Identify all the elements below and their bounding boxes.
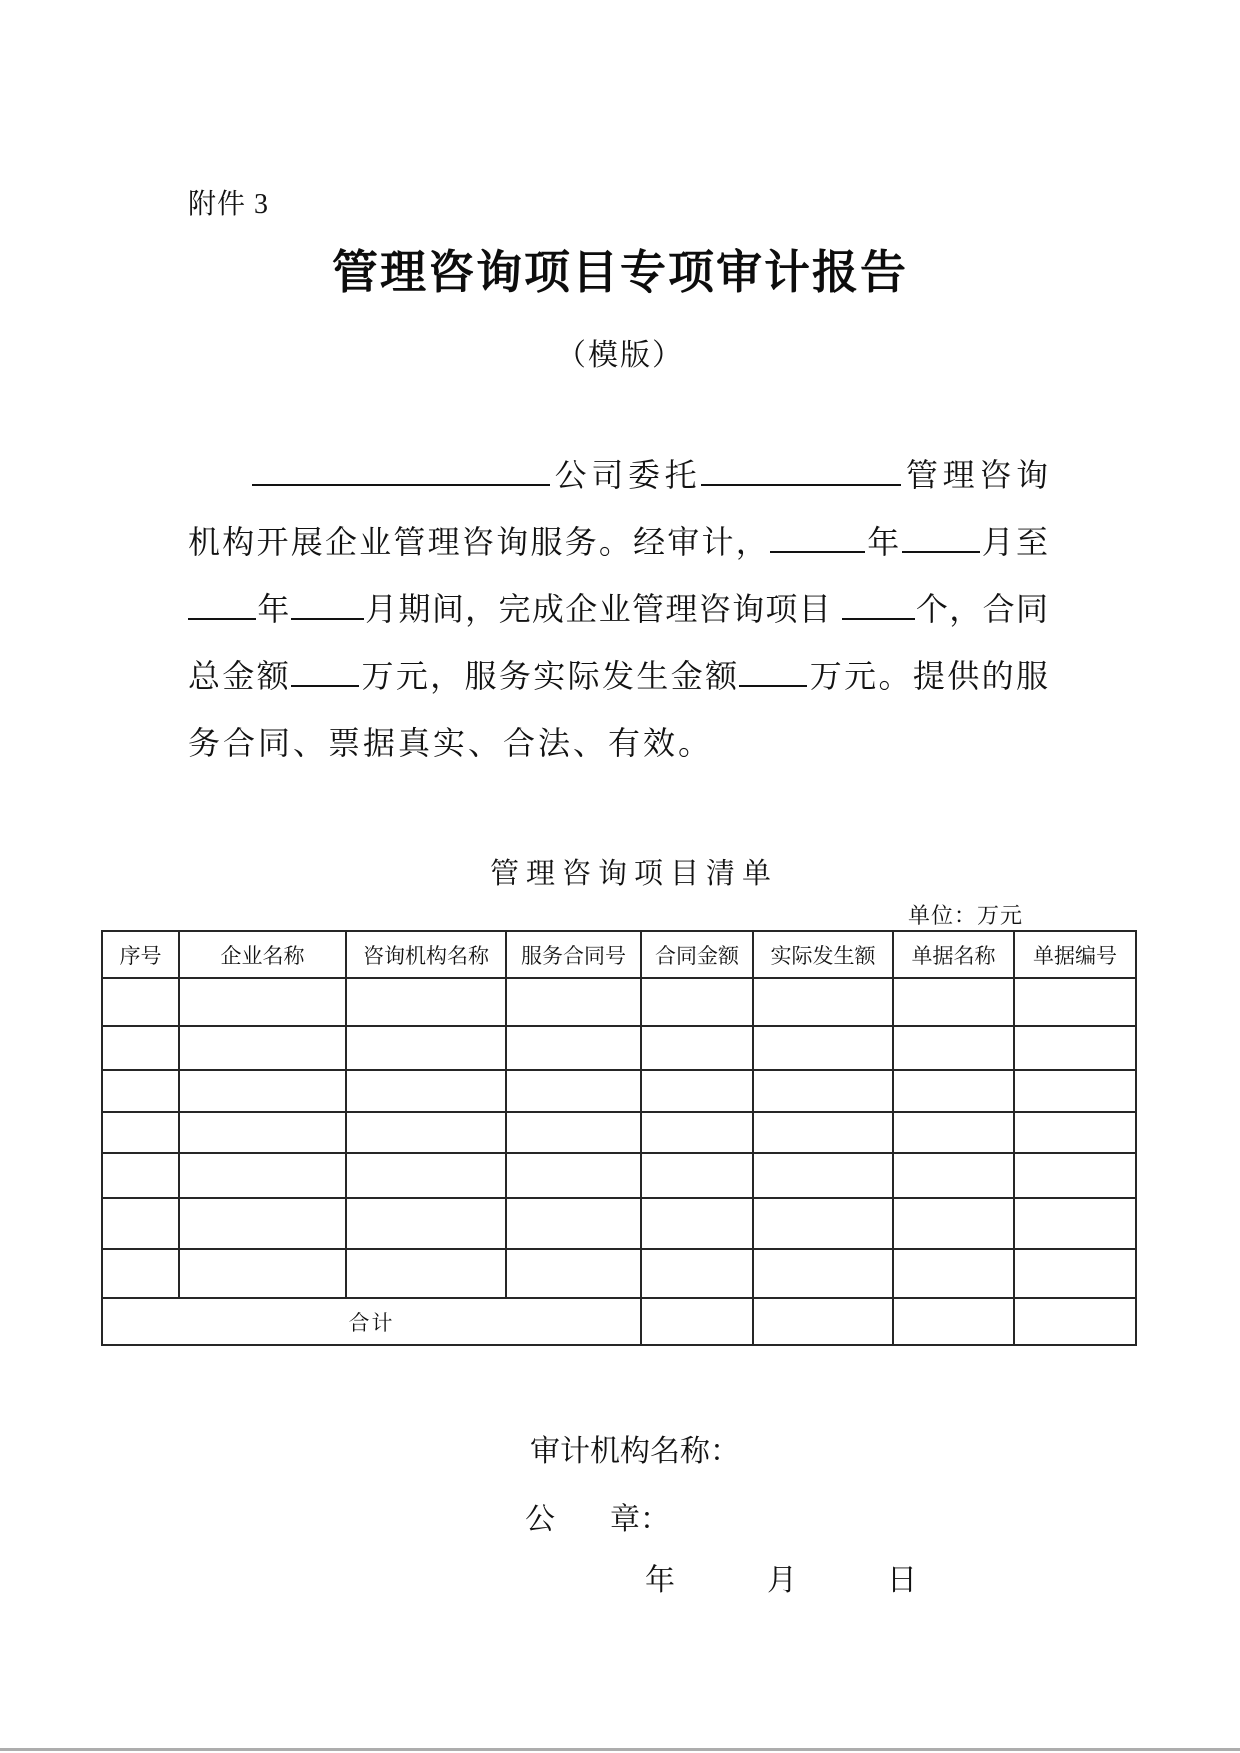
table-cell <box>1014 978 1136 1026</box>
table-cell <box>893 1249 1014 1298</box>
blank-underline <box>770 519 865 553</box>
table-cell <box>641 978 753 1026</box>
table-cell <box>346 1198 506 1249</box>
table-cell <box>179 1249 346 1298</box>
table-cell <box>346 1026 506 1070</box>
table-cell <box>753 1298 893 1345</box>
table-cell <box>893 1298 1014 1345</box>
paragraph-line: 总金额 万元，服务实际发生金额 万元。提供的服 <box>188 643 1048 710</box>
table-cell <box>893 1026 1014 1070</box>
blank-underline <box>842 586 915 620</box>
table-header-cell: 咨询机构名称 <box>346 931 506 978</box>
unit-note: 单位：万元 <box>908 903 1024 928</box>
table-header-row <box>102 931 1136 978</box>
table-cell <box>753 1112 893 1153</box>
projects-table <box>101 930 1137 1346</box>
table-row <box>102 1070 1136 1112</box>
table-cell <box>1014 1153 1136 1198</box>
table-header-cell: 单据编号 <box>1014 931 1136 978</box>
table-cell <box>893 1198 1014 1249</box>
auditor-name-label: 审计机构名称： <box>530 1435 740 1468</box>
table-cell <box>102 1070 179 1112</box>
table-cell <box>753 978 893 1026</box>
table-cell <box>506 1153 641 1198</box>
page-bottom-rule <box>0 1748 1240 1751</box>
table-cell <box>506 1026 641 1070</box>
table-cell <box>1014 1070 1136 1112</box>
seal-label <box>525 1494 670 1538</box>
first-line-indent <box>188 485 252 486</box>
table-cell <box>753 1153 893 1198</box>
blank-underline <box>902 519 980 553</box>
table-cell <box>102 1112 179 1153</box>
table-cell <box>506 1070 641 1112</box>
date-day-label: 日 <box>887 1564 917 1597</box>
paragraph-line: 公司委托 管理咨询 <box>188 442 1048 509</box>
table-header-cell: 单据名称 <box>893 931 1014 978</box>
table-cell <box>893 1070 1014 1112</box>
table-cell <box>506 1112 641 1153</box>
blank-underline <box>252 452 550 486</box>
table-row <box>102 1026 1136 1070</box>
attachment-label: 附件 3 <box>188 189 270 220</box>
table-cell <box>179 1026 346 1070</box>
table-cell <box>641 1298 753 1345</box>
table-cell <box>102 1249 179 1298</box>
paragraph-line: 年 月期间，完成企业管理咨询项目 个，合同 <box>188 576 1048 643</box>
table-cell <box>179 1198 346 1249</box>
table-cell <box>346 1249 506 1298</box>
table-row <box>102 1249 1136 1298</box>
table-cell <box>753 1026 893 1070</box>
date-line <box>645 1555 917 1599</box>
table-row <box>102 978 1136 1026</box>
table-header-cell: 服务合同号 <box>506 931 641 978</box>
table-cell <box>641 1112 753 1153</box>
table-cell <box>179 1153 346 1198</box>
table-cell <box>641 1026 753 1070</box>
table-cell <box>346 1112 506 1153</box>
blank-underline <box>291 653 359 687</box>
table-cell <box>102 978 179 1026</box>
document-subtitle: （模版） <box>556 339 684 372</box>
table-cell <box>753 1198 893 1249</box>
total-label: 合计 <box>102 1298 641 1345</box>
seal-label-first: 公 <box>525 1503 555 1536</box>
table-cell <box>1014 1298 1136 1345</box>
table-cell <box>753 1070 893 1112</box>
table-cell <box>179 1070 346 1112</box>
table-cell <box>1014 1198 1136 1249</box>
table-header-cell: 序号 <box>102 931 179 978</box>
table-cell <box>346 1070 506 1112</box>
table-cell <box>1014 1112 1136 1153</box>
table-header-cell: 实际发生额 <box>753 931 893 978</box>
table-cell <box>506 978 641 1026</box>
seal-label-second: 章： <box>610 1503 670 1536</box>
table-cell <box>346 978 506 1026</box>
table-cell <box>506 1198 641 1249</box>
table-cell <box>641 1153 753 1198</box>
table-row <box>102 1153 1136 1198</box>
table-cell <box>641 1198 753 1249</box>
table-cell <box>893 1153 1014 1198</box>
table-cell <box>179 978 346 1026</box>
blank-underline <box>739 653 807 687</box>
table-cell <box>1014 1026 1136 1070</box>
table-cell <box>893 978 1014 1026</box>
paragraph-line: 机构开展企业管理咨询服务。经审计， 年 月至 <box>188 509 1048 576</box>
table-header-cell: 企业名称 <box>179 931 346 978</box>
table-cell <box>641 1249 753 1298</box>
table-cell <box>102 1153 179 1198</box>
table-cell <box>506 1249 641 1298</box>
table-cell <box>102 1198 179 1249</box>
document-title: 管理咨询项目专项审计报告 <box>332 246 908 298</box>
date-month-label: 月 <box>767 1564 797 1597</box>
paragraph-line: 务合同、票据真实、合法、有效。 <box>188 725 714 761</box>
table-row <box>102 1198 1136 1249</box>
table-row <box>102 1112 1136 1153</box>
table-header-cell: 合同金额 <box>641 931 753 978</box>
blank-underline <box>291 586 364 620</box>
body-paragraph <box>188 442 1048 777</box>
date-year-label: 年 <box>645 1564 675 1597</box>
table-title: 管理咨询项目清单 <box>490 858 779 890</box>
table-cell <box>893 1112 1014 1153</box>
blank-underline <box>188 586 256 620</box>
table-cell <box>102 1026 179 1070</box>
table-cell <box>1014 1249 1136 1298</box>
total-row <box>102 1298 1136 1345</box>
table-cell <box>753 1249 893 1298</box>
blank-underline <box>701 452 901 486</box>
table-cell <box>346 1153 506 1198</box>
table-cell <box>179 1112 346 1153</box>
table-cell <box>641 1070 753 1112</box>
